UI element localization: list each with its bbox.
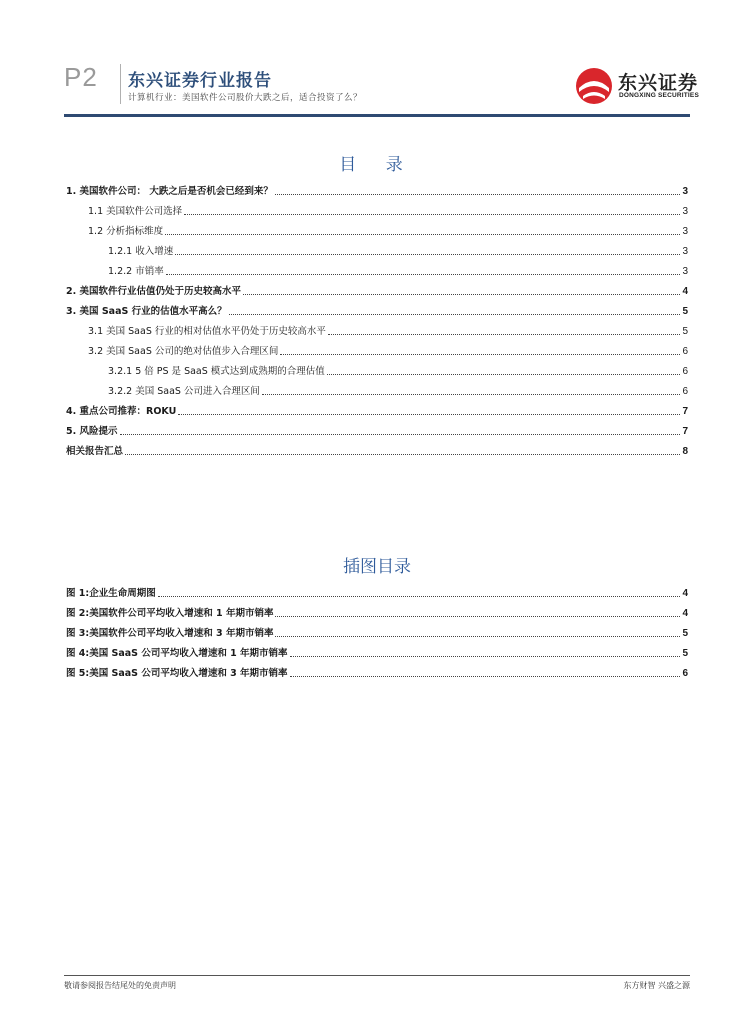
toc-entry[interactable]: 相关报告汇总 8 xyxy=(66,446,688,457)
toc-entry[interactable]: 1.1 美国软件公司选择 3 xyxy=(88,206,688,217)
dongxing-logo xyxy=(574,66,704,106)
figure-list-title: 插图目录 xyxy=(343,557,411,577)
toc-entry[interactable]: 1.2.2 市销率 3 xyxy=(108,266,688,277)
header-divider xyxy=(120,64,121,104)
figure-entry[interactable]: 图 4:美国 SaaS 公司平均收入增速和 1 年期市销率 5 xyxy=(66,648,688,659)
toc-entry[interactable]: 2. 美国软件行业估值仍处于历史较高水平 4 xyxy=(66,286,688,297)
report-brand-title: 东兴证券行业报告 xyxy=(128,71,272,91)
toc-entry[interactable]: 3. 美国 SaaS 行业的估值水平高么？ 5 xyxy=(66,306,688,317)
logo-mark-icon xyxy=(574,66,614,106)
toc-entry[interactable]: 1. 美国软件公司： 大跌之后是否机会已经到来？ 3 xyxy=(66,186,688,197)
toc-title: 目 录 xyxy=(339,155,415,175)
logo-english-text: DONGXING SECURITIES xyxy=(619,92,700,99)
toc-entry[interactable]: 3.2 美国 SaaS 公司的绝对估值步入合理区间 6 xyxy=(88,346,688,357)
toc-entry[interactable]: 1.2 分析指标维度 3 xyxy=(88,226,688,237)
toc-entry[interactable]: 5. 风险提示 7 xyxy=(66,426,688,437)
toc-entry[interactable]: 3.2.2 美国 SaaS 公司进入合理区间 6 xyxy=(108,386,688,397)
figure-entry[interactable]: 图 3:美国软件公司平均收入增速和 3 年期市销率 5 xyxy=(66,628,688,639)
toc-entry[interactable]: 4. 重点公司推荐：ROKU 7 xyxy=(66,406,688,417)
figure-list xyxy=(64,580,688,680)
toc-entry[interactable]: 3.1 美国 SaaS 行业的相对估值水平仍处于历史较高水平 5 xyxy=(88,326,688,337)
footer-disclaimer: 敬请参阅报告结尾处的免责声明 xyxy=(64,981,176,990)
toc-entry[interactable]: 3.2.1 5 倍 PS 是 SaaS 模式达到成熟期的合理估值 6 xyxy=(108,366,688,377)
report-subtitle: 计算机行业：美国软件公司股价大跌之后，适合投资了么？ xyxy=(128,93,363,103)
figure-entry[interactable]: 图 5:美国 SaaS 公司平均收入增速和 3 年期市销率 6 xyxy=(66,668,688,679)
toc-entry[interactable]: 1.2.1 收入增速 3 xyxy=(108,246,688,257)
header-rule xyxy=(64,114,690,117)
table-of-contents xyxy=(64,178,688,458)
figure-entry[interactable]: 图 1:企业生命周期图 4 xyxy=(66,588,688,599)
logo-chinese-text: 东兴证券 xyxy=(618,72,699,94)
figure-entry[interactable]: 图 2:美国软件公司平均收入增速和 1 年期市销率 4 xyxy=(66,608,688,619)
footer-slogan: 东方财智 兴盛之源 xyxy=(623,981,690,990)
page-number: P2 xyxy=(64,62,98,92)
footer-rule xyxy=(64,975,690,976)
